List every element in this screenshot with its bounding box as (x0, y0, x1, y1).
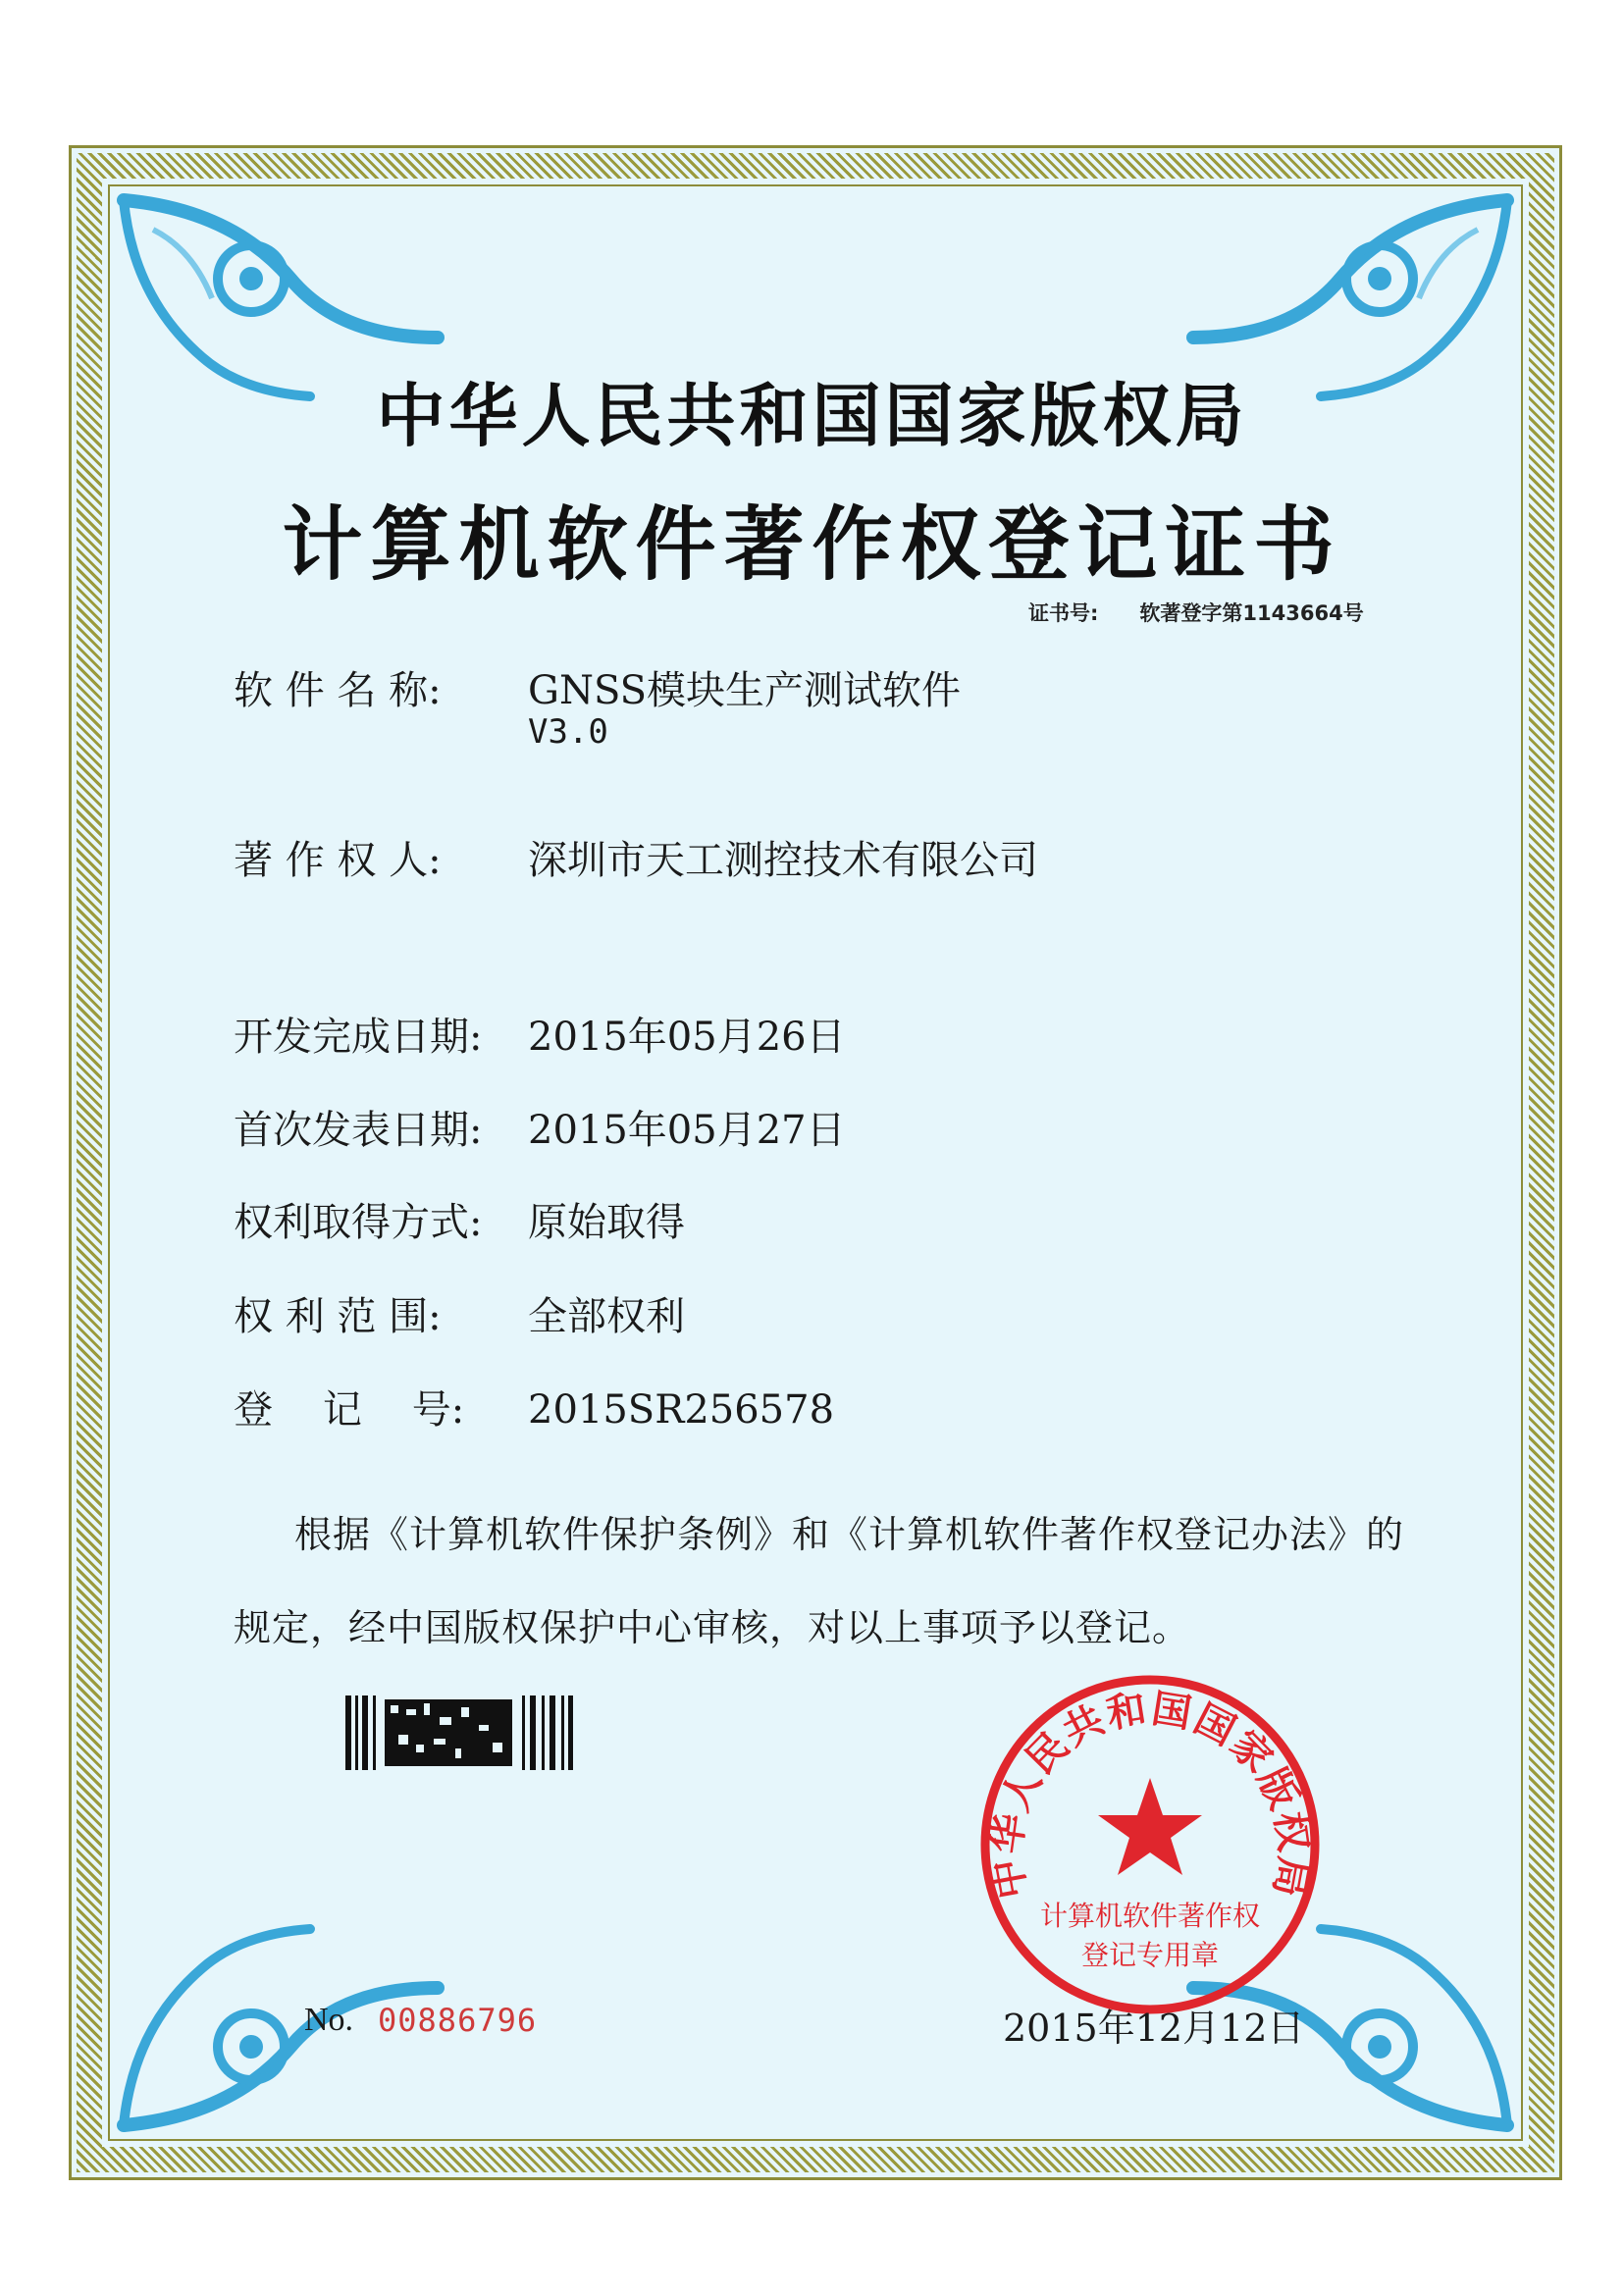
field-label: 登 记 号: (234, 1387, 465, 1433)
field-software-name (234, 659, 961, 715)
field-publish-date (234, 1099, 846, 1155)
field-value: 2015年05月26日 (528, 1015, 846, 1060)
field-value: GNSS模块生产测试软件 (528, 668, 962, 713)
field-label: 著 作 权 人: (234, 838, 442, 883)
serial-number: 00886796 (378, 2002, 538, 2039)
issuer-title: 中华人民共和国国家版权局 (376, 376, 1248, 456)
field-value: 2015年05月27日 (528, 1108, 846, 1153)
field-label: 权利取得方式: (234, 1200, 483, 1245)
seal-arc-text: 中华人民共和国国家版权局 (983, 1686, 1317, 1903)
certificate-number (1028, 598, 1364, 627)
certificate-title: 计算机软件著作权登记证书 (282, 498, 1342, 592)
statement-line-2: 规定，经中国版权保护中心审核，对以上事项予以登记。 (234, 1606, 1191, 1649)
field-scope (234, 1285, 685, 1341)
field-label: 开发完成日期: (234, 1015, 483, 1060)
certificate-number-label: 证书号: (1028, 601, 1099, 625)
field-label: 权 利 范 围: (234, 1294, 442, 1339)
field-value: 2015SR256578 (528, 1387, 835, 1433)
statement-line-1: 根据《计算机软件保护条例》和《计算机软件著作权登记办法》的 (294, 1513, 1405, 1556)
barcode (345, 1695, 573, 1770)
software-version: V3.0 (528, 712, 608, 752)
field-value: 深圳市天工测控技术有限公司 (528, 838, 1038, 883)
field-value: 原始取得 (528, 1200, 685, 1245)
field-acquire-method (234, 1191, 685, 1247)
official-seal (973, 1668, 1327, 2021)
issue-date: 2015年12月12日 (1003, 2007, 1305, 2050)
field-label: 首次发表日期: (234, 1108, 483, 1153)
field-label: 软 件 名 称: (234, 668, 442, 713)
field-owner (234, 829, 1038, 885)
field-dev-date (234, 1006, 846, 1062)
serial-label: No. (304, 2002, 354, 2038)
field-value: 全部权利 (528, 1294, 685, 1339)
seal-line-2: 登记专用章 (1080, 1939, 1220, 1971)
field-registration-number (234, 1379, 834, 1434)
seal-line-1: 计算机软件著作权 (1039, 1900, 1261, 1932)
certificate-number-value: 软著登字第1143664号 (1139, 601, 1364, 625)
